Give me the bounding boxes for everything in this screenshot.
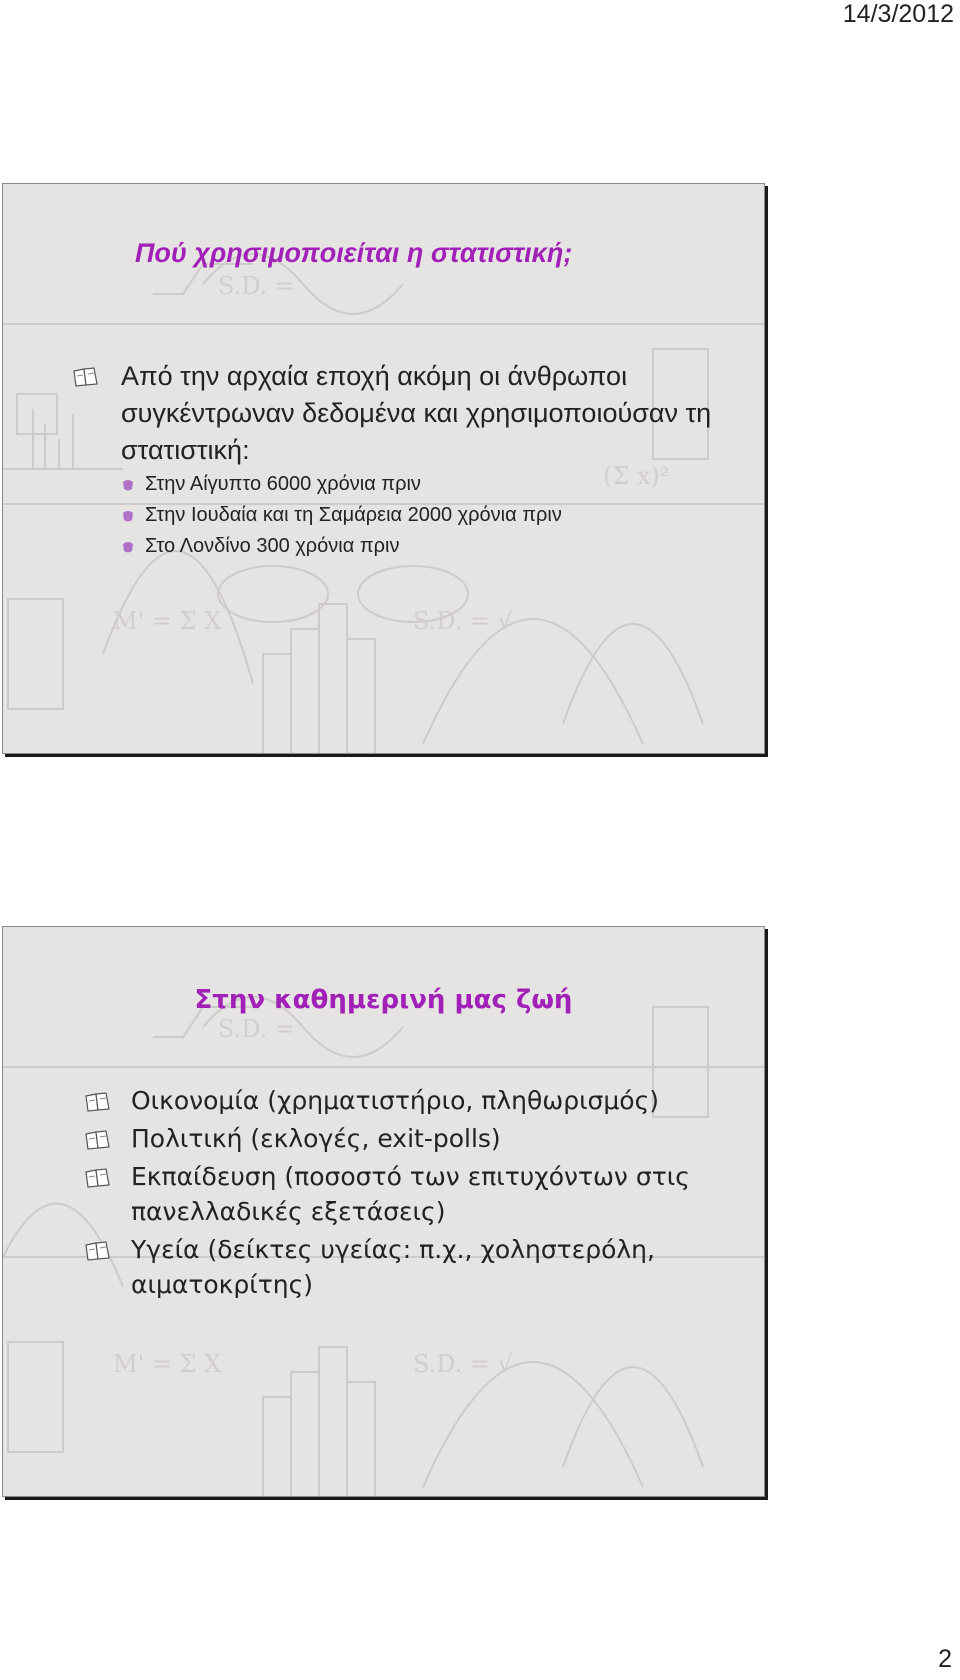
page-number: 2 bbox=[938, 1645, 952, 1673]
slide-1 bbox=[2, 183, 765, 754]
svg-text:M' = Σ X: M' = Σ X bbox=[113, 1350, 222, 1378]
svg-text:M' = Σ X: M' = Σ X bbox=[113, 607, 222, 635]
slide-title: Στην καθημερινή μας ζωή bbox=[194, 985, 573, 1015]
diamond-bullet-icon bbox=[121, 540, 135, 554]
book-bullet-icon bbox=[73, 367, 99, 387]
bullet-list bbox=[73, 358, 713, 562]
diamond-bullet-icon bbox=[121, 509, 135, 523]
list-item bbox=[85, 1159, 745, 1229]
page-date: 14/3/2012 bbox=[842, 0, 954, 28]
svg-text:(Σ x)²: (Σ x)² bbox=[603, 462, 670, 490]
book-bullet-icon bbox=[85, 1168, 111, 1188]
bullet-text: Υγεία (δείκτες υγείας: π.χ., χοληστερόλη, αιματοκρίτης) bbox=[131, 1235, 655, 1299]
diamond-bullet-icon bbox=[121, 478, 135, 492]
bullet-text: Πολιτική (εκλογές, exit-polls) bbox=[131, 1124, 501, 1153]
svg-text:S.D. =: S.D. = bbox=[218, 272, 295, 300]
book-bullet-icon bbox=[85, 1241, 111, 1261]
list-item bbox=[85, 1232, 745, 1302]
list-item bbox=[73, 469, 713, 500]
list-item bbox=[73, 500, 713, 531]
svg-text:S.D. = √: S.D. = √ bbox=[413, 607, 513, 635]
list-item bbox=[85, 1083, 745, 1118]
bullet-text: Στην Ιουδαία και τη Σαμάρεια 2000 χρόνια πριν bbox=[145, 504, 562, 526]
bullet-text: Από την αρχαία εποχή ακόμη οι άνθρωποι συγκέντρωναν δεδομένα και χρησιμοποιούσαν τη στατιστική: bbox=[121, 361, 712, 465]
bullet-text: Στην Αίγυπτο 6000 χρόνια πριν bbox=[145, 473, 421, 495]
list-item bbox=[73, 531, 713, 562]
svg-text:S.D. = √: S.D. = √ bbox=[413, 1350, 513, 1378]
book-bullet-icon bbox=[85, 1092, 111, 1112]
bullet-list bbox=[85, 1083, 745, 1305]
slide-2 bbox=[2, 926, 765, 1497]
list-item bbox=[85, 1121, 745, 1156]
svg-text:S.D. =: S.D. = bbox=[218, 1015, 295, 1043]
bullet-text: Οικονομία (χρηματιστήριο, πληθωρισμός) bbox=[131, 1086, 660, 1115]
slide-title: Πού χρησιμοποιείται η στατιστική; bbox=[135, 238, 573, 268]
list-item bbox=[73, 358, 713, 469]
bullet-text: Εκπαίδευση (ποσοστό των επιτυχόντων στις πανελλαδικές εξετάσεις) bbox=[131, 1162, 690, 1226]
book-bullet-icon bbox=[85, 1130, 111, 1150]
bullet-text: Στο Λονδίνο 300 χρόνια πριν bbox=[145, 535, 400, 557]
